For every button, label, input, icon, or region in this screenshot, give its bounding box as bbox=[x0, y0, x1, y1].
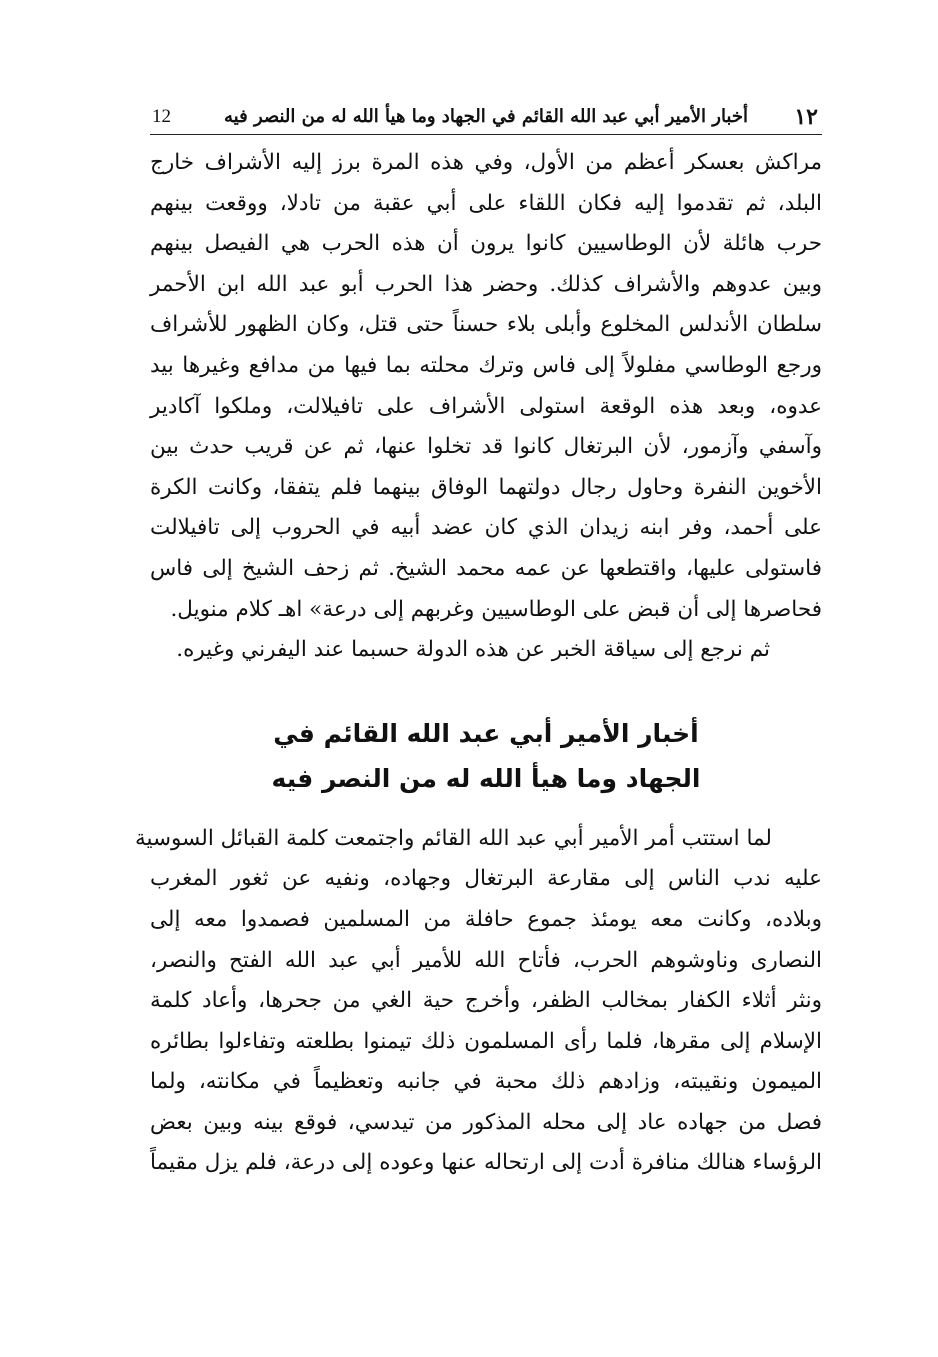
text-line: عدوه، وبعد هذه الوقعة استولى الأشراف على تافيلالت، وملكوا آكادير bbox=[150, 393, 822, 419]
text-line: مراكش بعسكر أعظم من الأول، وفي هذه المرة برز إليه الأشراف خارج bbox=[150, 150, 822, 175]
text-line: حرب هائلة لأن الوطاسيين كانوا يرون أن هذه الحرب هي الفيصل بينهم bbox=[150, 231, 822, 257]
text-line: الميمون ونقيبته، وزادهم ذلك محبة في جانبه وتعظيماً في مكانته، ولما bbox=[150, 1069, 822, 1095]
text-line: فحاصرها إلى أن قبض على الوطاسيين وغربهم إلى درعة» اهـ كلام منويل. bbox=[170, 596, 822, 622]
section-heading-line: أخبار الأمير أبي عبد الله القائم في bbox=[273, 718, 699, 748]
text-line: على أحمد، وفر ابنه زيدان الذي كان عضد أبيه في الحروب إلى تافيلالت bbox=[150, 515, 822, 541]
running-header bbox=[150, 98, 822, 135]
book-page bbox=[134, 98, 822, 1184]
text-line: فاستولى عليها، واقتطعها عن عمه محمد الشيخ. ثم زحف الشيخ إلى فاس bbox=[150, 555, 822, 581]
text-line: ثم نرجع إلى سياقة الخبر عن هذه الدولة حسبما عند اليفرني وغيره. bbox=[176, 637, 770, 663]
text-line: وآسفي وآزمور، لأن البرتغال كانوا قد تخلوا عنها، ثم عن قريب حدث بين bbox=[150, 434, 822, 460]
text-line: لما استتب أمر الأمير أبي عبد الله القائم واجتمعت كلمة القبائل السوسية bbox=[134, 825, 772, 851]
paragraph-continuation bbox=[150, 143, 822, 630]
paragraph-transition bbox=[150, 630, 822, 671]
text-line: الأخوين النفرة وحاول رجال دولتهما الوفاق بينهما فلم يتفقا، وكانت الكرة bbox=[150, 474, 822, 500]
text-line: ونثر أثلاء الكفار بمخالب الظفر، وأخرج حية الغي من جحرها، وأعاد كلمة bbox=[150, 988, 822, 1014]
page-number-latin: 12 bbox=[152, 106, 171, 127]
running-title: أخبار الأمير أبي عبد الله القائم في الجهاد وما هيأ الله له من النصر فيه bbox=[224, 106, 748, 127]
text-line: النصارى وناوشوهم الحرب، فأتاح الله للأمير أبي عبد الله الفتح والنصر، bbox=[150, 947, 822, 973]
text-line: فصل من جهاده عاد إلى محله المذكور من تيدسي، فوقع بينه وبين بعض bbox=[150, 1109, 822, 1135]
text-line: الرؤساء هنالك منافرة أدت إلى ارتحاله عنها وعوده إلى درعة، فلم يزل مقيماً bbox=[150, 1150, 822, 1176]
text-line: ورجع الوطاسي مفلولاً إلى فاس وترك محلته بما فيها من مدافع وغيرها بيد bbox=[150, 352, 822, 378]
section-heading-line: الجهاد وما هيأ الله له من النصر فيه bbox=[271, 763, 701, 793]
text-line: وبين عدوهم والأشراف كذلك. وحضر هذا الحرب أبو عبد الله ابن الأحمر bbox=[150, 271, 822, 297]
text-line: وبلاده، وكانت معه يومئذ جموع حافلة من المسلمين فصمدوا معه إلى bbox=[150, 906, 822, 932]
text-line: سلطان الأندلس المخلوع وأبلى بلاء حسناً حتى قتل، وكان الظهور للأشراف bbox=[150, 312, 822, 338]
text-line: البلد، ثم تقدموا إليه فكان اللقاء على أبي عقبة من تادلا، ووقعت بينهم bbox=[150, 190, 822, 216]
text-line: الإسلام إلى مقرها، فلما رأى المسلمون ذلك تيمنوا بطلعته وتفاءلوا بطائره bbox=[150, 1028, 822, 1054]
page-number-arabic: ١٢ bbox=[794, 104, 818, 130]
text-line: عليه ندب الناس إلى مقارعة البرتغال وجهاده، ونفيه عن ثغور المغرب bbox=[150, 866, 822, 892]
paragraph-section-body bbox=[134, 819, 822, 1184]
section-heading bbox=[150, 711, 822, 801]
